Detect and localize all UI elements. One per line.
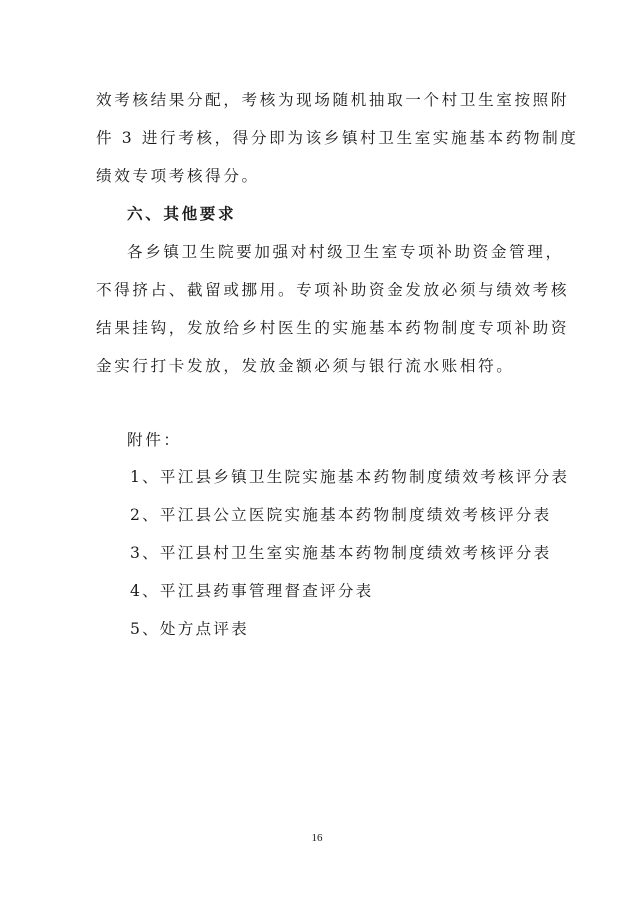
paragraph-line: 各乡镇卫生院要加强对村级卫生室专项补助资金管理，	[127, 243, 564, 261]
paragraph-line: 效考核结果分配，考核为现场随机抽取一个村卫生室按照附	[96, 91, 570, 109]
paragraph-line: 件 3 进行考核，得分即为该乡镇村卫生室实施基本药物制度	[96, 129, 579, 147]
paragraph-line: 结果挂钩，发放给乡村医生的实施基本药物制度专项补助资	[96, 319, 570, 337]
paragraph-line: 不得挤占、截留或挪用。专项补助资金发放必须与绩效考核	[96, 281, 570, 299]
paragraph-line: 绩效专项考核得分。	[96, 167, 260, 185]
section-heading: 六、其他要求	[127, 205, 237, 223]
paragraph-line: 金实行打卡发放，发放金额必须与银行流水账相符。	[96, 357, 515, 375]
page-number: 16	[311, 832, 323, 844]
attachment-item: 1、平江县乡镇卫生院实施基本药物制度绩效考核评分表	[130, 468, 570, 486]
attachment-item: 2、平江县公立医院实施基本药物制度绩效考核评分表	[130, 506, 552, 524]
attachment-item: 5、处方点评表	[130, 620, 249, 638]
attachment-item: 3、平江县村卫生室实施基本药物制度绩效考核评分表	[130, 544, 552, 562]
attachments-label: 附件：	[127, 431, 182, 449]
attachment-item: 4、平江县药事管理督查评分表	[130, 582, 374, 600]
